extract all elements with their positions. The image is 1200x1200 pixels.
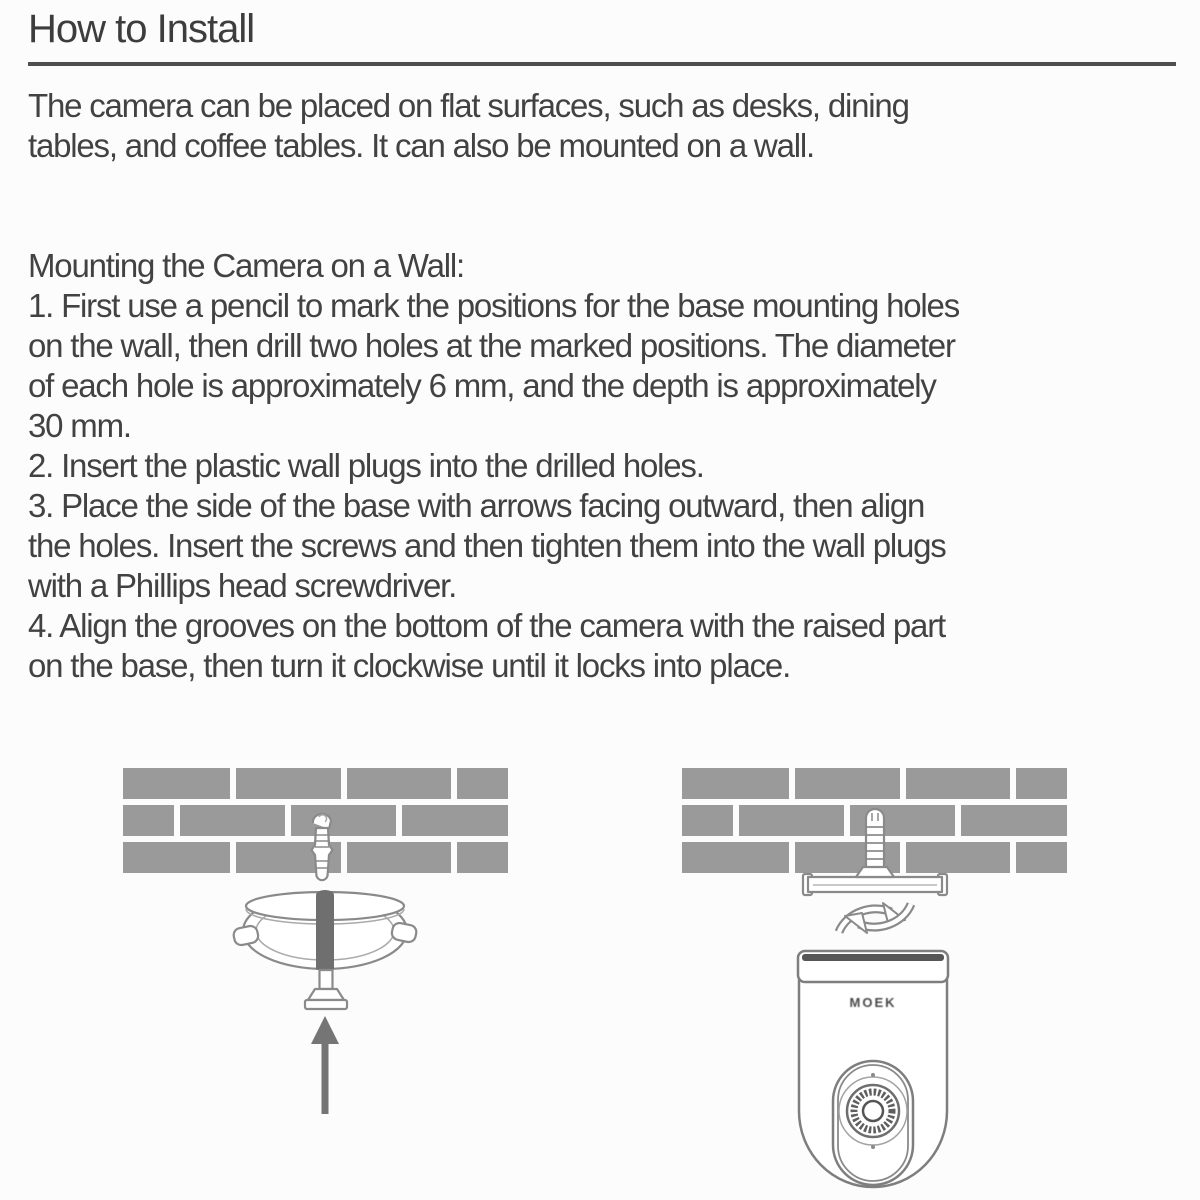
security-camera-icon: [798, 951, 948, 1187]
figure-wall-plug-diagram: [100, 755, 580, 1200]
mounting-instructions: [28, 246, 1176, 686]
page-title: How to Install: [28, 7, 255, 51]
intro-line: tables, and coffee tables. It can also be mounted on a wall.: [28, 127, 814, 164]
intro-paragraph: [28, 86, 1176, 166]
instruction-line: 2. Insert the plastic wall plugs into the drilled holes.: [28, 447, 704, 484]
instruction-line: the holes. Insert the screws and then tighten them into the wall plugs: [28, 527, 946, 564]
camera-lens-icon: [833, 1061, 913, 1185]
mounting-base-icon: [232, 890, 417, 1009]
instruction-line: with a Phillips head screwdriver.: [28, 567, 457, 604]
instruction-line: on the wall, then drill two holes at the marked positions. The diameter: [28, 327, 955, 364]
instruction-line: on the base, then turn it clockwise until it locks into place.: [28, 647, 791, 684]
figure-camera-mount-diagram: [660, 755, 1140, 1200]
instruction-line: 1. First use a pencil to mark the positions for the base mounting holes: [28, 287, 960, 324]
instructions-heading: Mounting the Camera on a Wall:: [28, 247, 465, 284]
camera-brand-label: MOEK: [849, 995, 897, 1010]
rotate-clockwise-arrows-icon: [839, 903, 911, 933]
intro-line: The camera can be placed on flat surfaces, such as desks, dining: [28, 87, 909, 124]
up-arrow-icon: [311, 1016, 339, 1114]
instruction-line: of each hole is approximately 6 mm, and the depth is approximately: [28, 367, 936, 404]
instruction-line: 3. Place the side of the base with arrows facing outward, then align: [28, 487, 925, 524]
instruction-line: 4. Align the grooves on the bottom of the camera with the raised part: [28, 607, 945, 644]
instruction-line: 30 mm.: [28, 407, 131, 444]
title-divider: [28, 62, 1176, 66]
